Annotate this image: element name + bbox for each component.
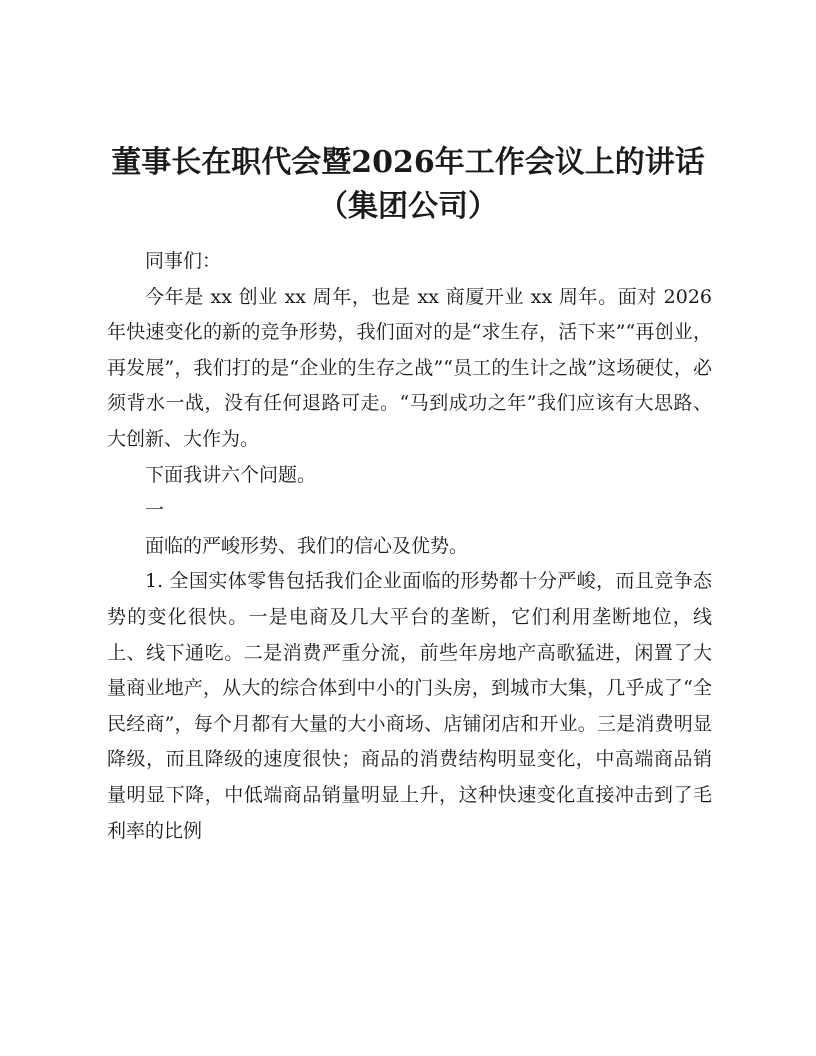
section-number: 一	[145, 499, 165, 522]
body-paragraph: 下面我讲六个问题。	[145, 463, 317, 486]
document-subtitle: （集团公司）	[318, 189, 498, 224]
section-heading: 面临的严峻形势、我们的信心及优势。	[145, 534, 469, 557]
salutation: 同事们：	[145, 250, 222, 272]
document-body	[107, 244, 712, 849]
body-paragraph: 今年是 xx 创业 xx 周年，也是 xx 商厦开业 xx 周年。面对 2026 年快速变化的新的竞争形势，我们面对的是“求生存，活下来”“再创业，再发展”，我们打的是“企业的生存之战”“员工的生计之战”这场硬仗，必须背水一战，没有任何退路可走。“马到成功之年”我们应该有大思路、大创新、大作为。	[107, 285, 712, 450]
body-paragraph: 1. 全国实体零售包括我们企业面临的形势都十分严峻，而且竞争态势的变化很快。一是电商及几大平台的垄断，它们利用垄断地位，线上、线下通吃。二是消费严重分流，前些年房地产高歌猛进，闲置了大量商业地产，从大的综合体到中小的门头房，到城市大集，几乎成了“全民经商”，每个月都有大量的大小商场、店铺闭店和开业。三是消费明显降级，而且降级的速度很快；商品的消费结构明显变化，中高端商品销量明显下降，中低端商品销量明显上升，这种快速变化直接冲击到了毛利率的比例	[107, 570, 712, 842]
document-title: 董事长在职代会暨2026年工作会议上的讲话	[111, 145, 705, 180]
